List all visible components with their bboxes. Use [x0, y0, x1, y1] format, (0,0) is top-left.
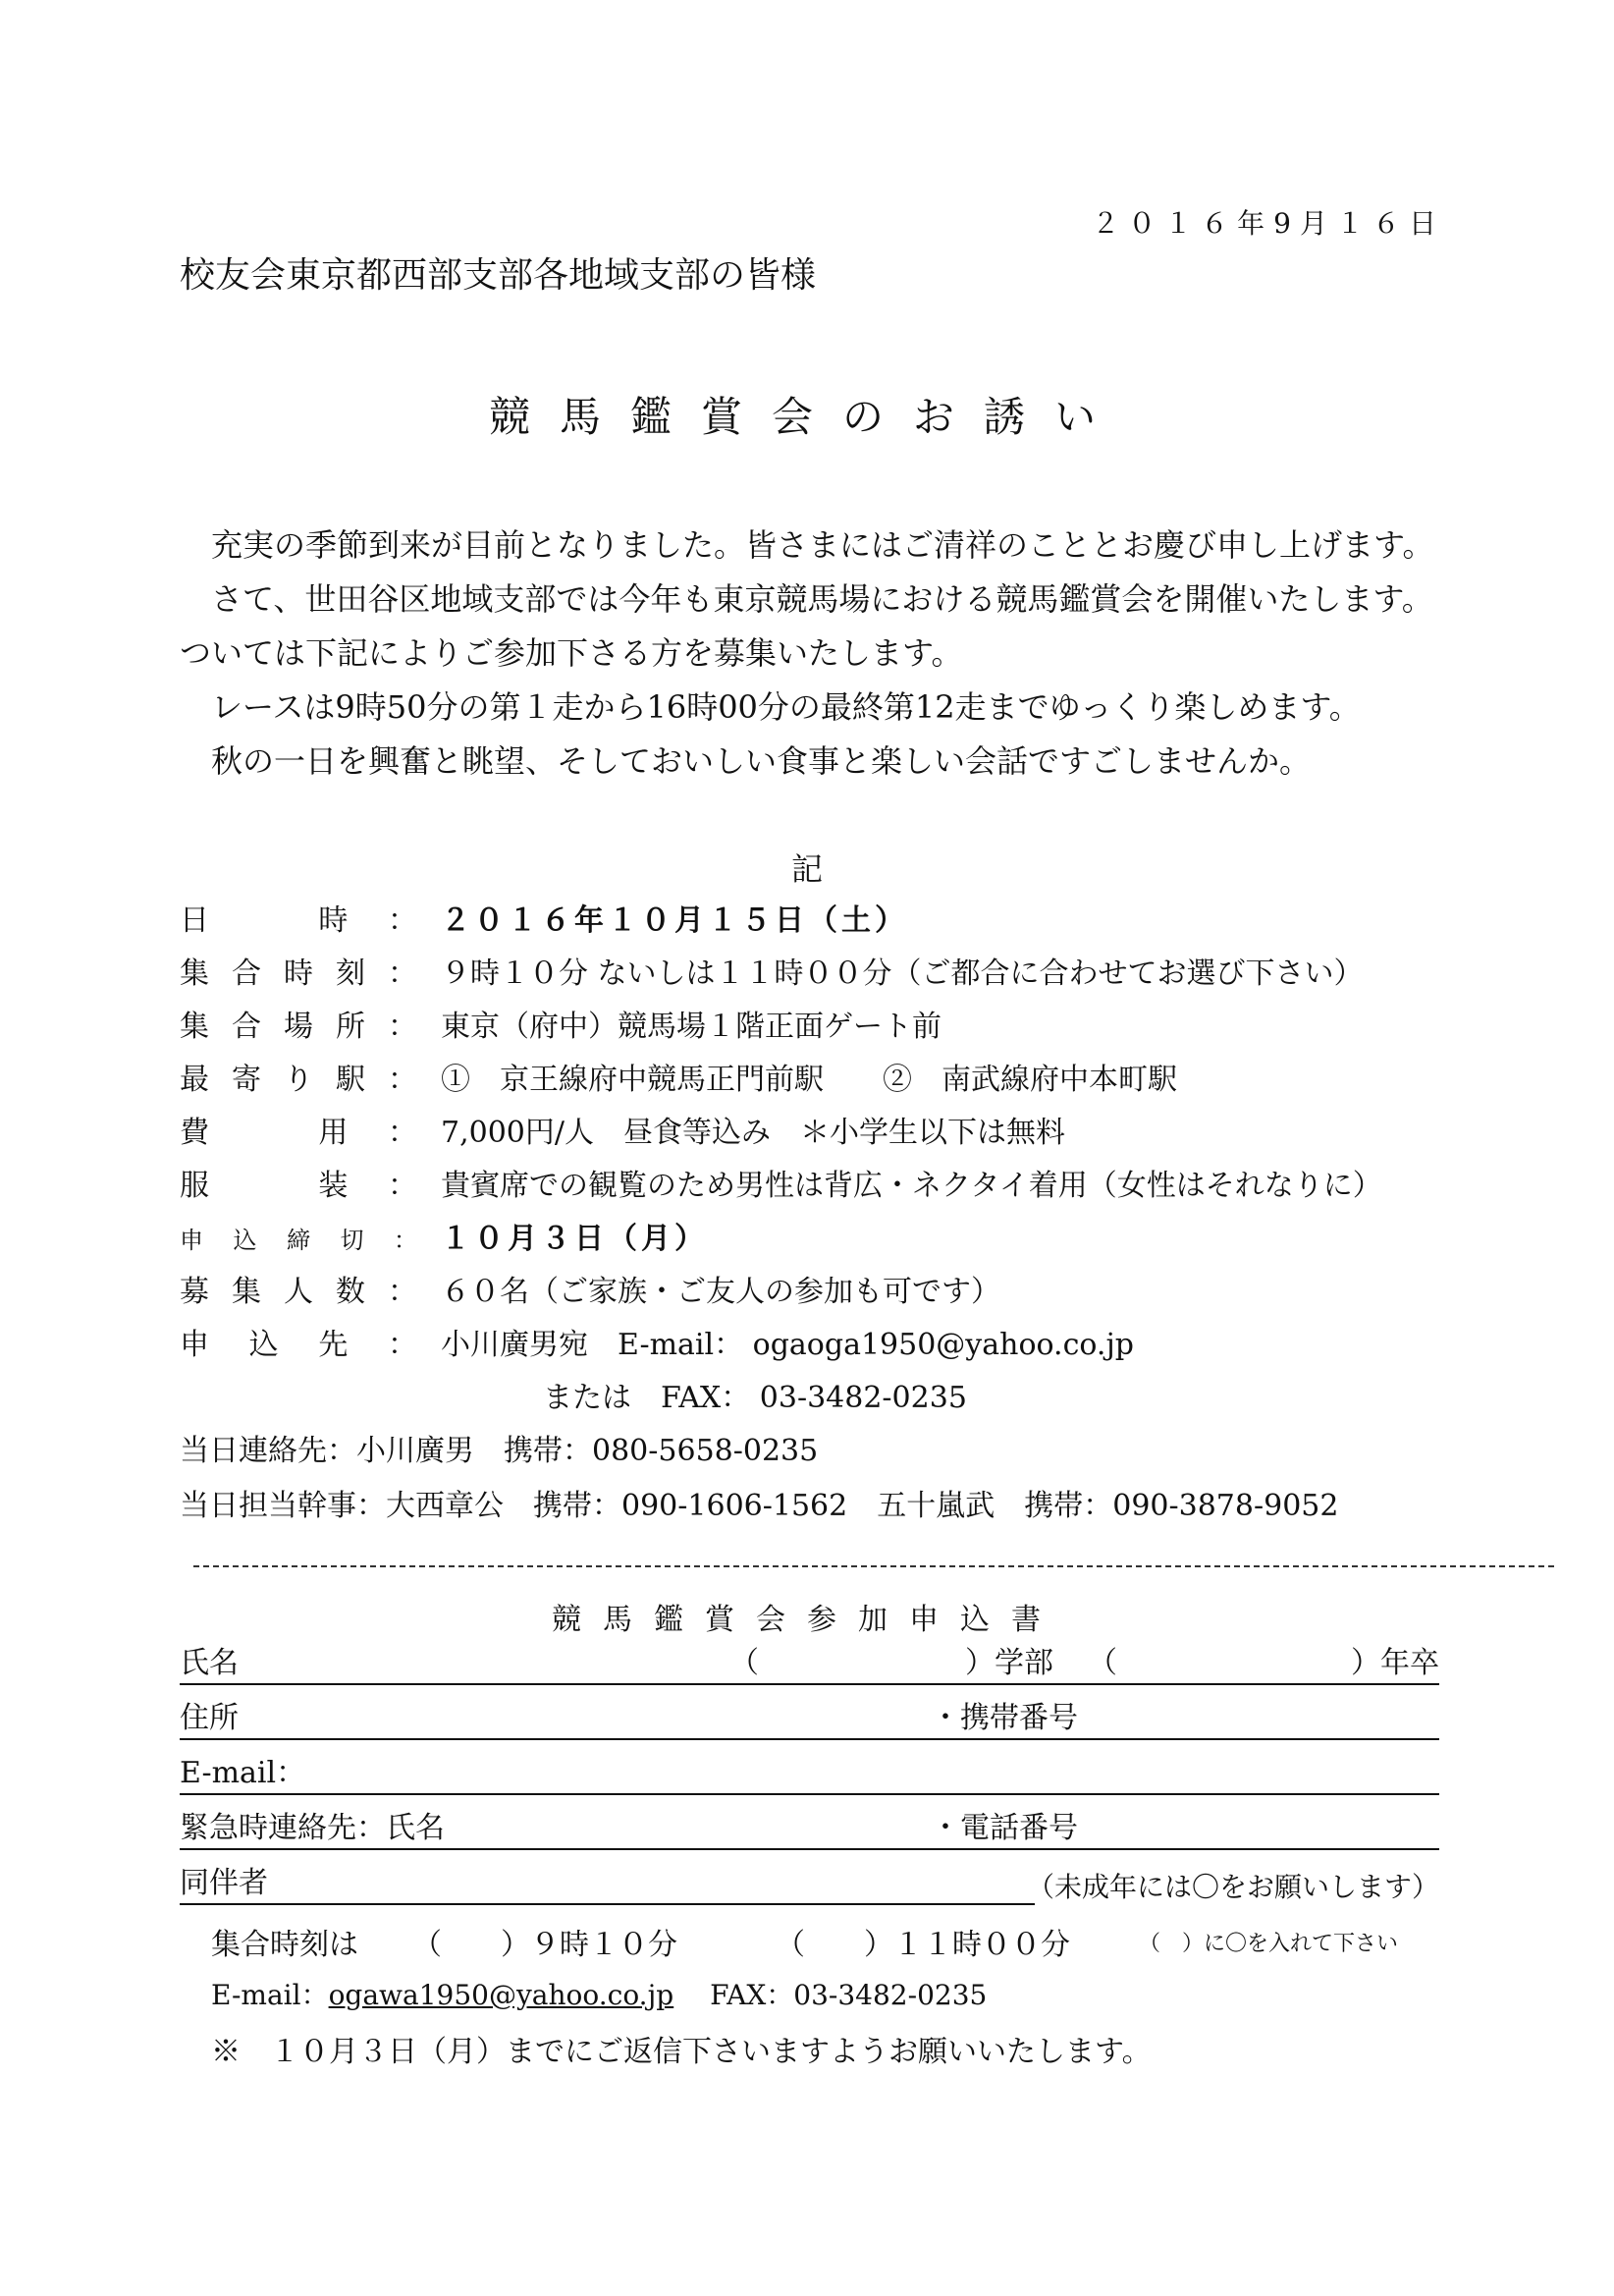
address-label: 住所 — [180, 1701, 239, 1735]
detail-label: 服 装： — [180, 1169, 417, 1203]
detail-dress — [180, 1161, 1382, 1204]
faculty-label: ）学部 — [965, 1646, 1053, 1680]
email-link[interactable]: ogawa1950@yahoo.co.jp — [328, 1979, 674, 2011]
detail-apply-to — [180, 1320, 1134, 1363]
detail-value: 貴賓席での観覧のため男性は背広・ネクタイ着用（女性はそれなりに） — [441, 1169, 1382, 1203]
detail-deadline — [180, 1214, 708, 1257]
detail-label: 最寄り駅： — [180, 1063, 417, 1097]
detail-value: ２０１６年１０月１５日（土） — [441, 903, 908, 938]
intro-line-3: ついては下記によりご参加下さる方を募集いたします。 — [180, 634, 963, 672]
detail-label: 集合時刻： — [180, 957, 417, 991]
detail-value: ６０名（ご家族・ご友人の参加も可です） — [441, 1275, 1000, 1309]
detail-value: ９時１０分 ないしは１１時００分（ご都合に合わせてお選び下さい） — [441, 957, 1364, 991]
detail-value: 7,000円/人 昼食等込み ＊小学生以下は無料 — [441, 1116, 1065, 1150]
page-title: 競馬鑑賞会のお誘い — [488, 393, 1125, 441]
mobile-label: ・携帯番号 — [931, 1701, 1078, 1735]
ki-heading: 記 — [790, 850, 823, 888]
detail-fee — [180, 1108, 1065, 1151]
detail-label: 申込締切： — [180, 1227, 417, 1254]
reminder-note: ※ １０月３日（月）までにご返信下さいますようお願いいたします。 — [211, 2035, 1152, 2069]
form-name-row[interactable] — [180, 1640, 1439, 1685]
detail-meet-time — [180, 949, 1364, 992]
cut-line — [193, 1565, 1554, 1567]
detail-station — [180, 1055, 1177, 1098]
emergency-label: 緊急時連絡先：氏名 — [180, 1811, 445, 1845]
detail-label: 募集人数： — [180, 1275, 417, 1309]
day-staff: 当日担当幹事：大西章公 携帯：090-1606-1562 五十嵐武 携帯：090-3878-9052 — [180, 1489, 1339, 1523]
form-emergency-row[interactable] — [180, 1805, 1439, 1850]
meet-option-1[interactable]: （ ）９時１０分 — [412, 1928, 677, 1962]
meet-option-2[interactable]: （ ）１１時００分 — [776, 1928, 1070, 1962]
form-companion-row[interactable] — [180, 1860, 1035, 1905]
detail-meet-place — [180, 1002, 942, 1045]
phone-label: ・電話番号 — [931, 1811, 1078, 1845]
detail-label: 集合場所： — [180, 1010, 417, 1044]
detail-value: 東京（府中）競馬場１階正面ゲート前 — [441, 1010, 942, 1044]
form-email-row[interactable] — [180, 1750, 1439, 1795]
detail-value: １０月３日（月） — [441, 1222, 708, 1256]
intro-line-2: さて、世田谷区地域支部では今年も東京競馬場における競馬鑑賞会を開催いたします。 — [211, 580, 1433, 618]
detail-value: 小川廣男宛 E-mail： ogaoga1950@yahoo.co.jp — [441, 1328, 1134, 1362]
paren-open: （ — [729, 1646, 759, 1680]
letter-date: ２０１６年9月１６日 — [1092, 207, 1445, 240]
companion-label: 同伴者 — [180, 1866, 268, 1900]
form-address-row[interactable] — [180, 1695, 1439, 1740]
form-email-prefix: E-mail： — [211, 1979, 329, 2011]
meet-note: （ ）に〇を入れて下さい — [1139, 1932, 1399, 1956]
email-label: E-mail： — [180, 1756, 306, 1790]
form-title: 競馬鑑賞会参加申込書 — [552, 1603, 1062, 1637]
paren-open-2: （ — [1088, 1646, 1117, 1680]
detail-capacity — [180, 1267, 1000, 1310]
form-fax: FAX：03-3482-0235 — [710, 1979, 988, 2011]
apply-alt-fax: または FAX： 03-3482-0235 — [543, 1381, 967, 1415]
intro-line-5: 秋の一日を興奮と眺望、そしておいしい食事と楽しい会話ですごしませんか。 — [211, 742, 1312, 780]
form-email-line — [211, 1974, 987, 2013]
detail-label: 日 時： — [180, 903, 417, 938]
day-contact: 当日連絡先：小川廣男 携帯：080-5658-0235 — [180, 1434, 819, 1468]
detail-label: 費 用： — [180, 1116, 417, 1150]
intro-line-4: レースは9時50分の第１走から16時00分の最終第12走までゆっくり楽しめます。 — [211, 688, 1361, 726]
year-label: ）年卒 — [1351, 1646, 1439, 1680]
detail-label: 申込先： — [180, 1328, 417, 1362]
detail-date — [180, 896, 908, 939]
recipient: 校友会東京都西部支部各地域支部の皆様 — [180, 255, 817, 296]
intro-line-1: 充実の季節到来が目前となりました。皆さまにはご清祥のこととお慶び申し上げます。 — [211, 526, 1434, 564]
name-label: 氏名 — [180, 1646, 239, 1680]
meet-prefix: 集合時刻は — [211, 1928, 358, 1962]
companion-note: （未成年には〇をお願いします） — [1026, 1871, 1439, 1903]
detail-value: ① 京王線府中競馬正門前駅 ② 南武線府中本町駅 — [441, 1063, 1177, 1097]
